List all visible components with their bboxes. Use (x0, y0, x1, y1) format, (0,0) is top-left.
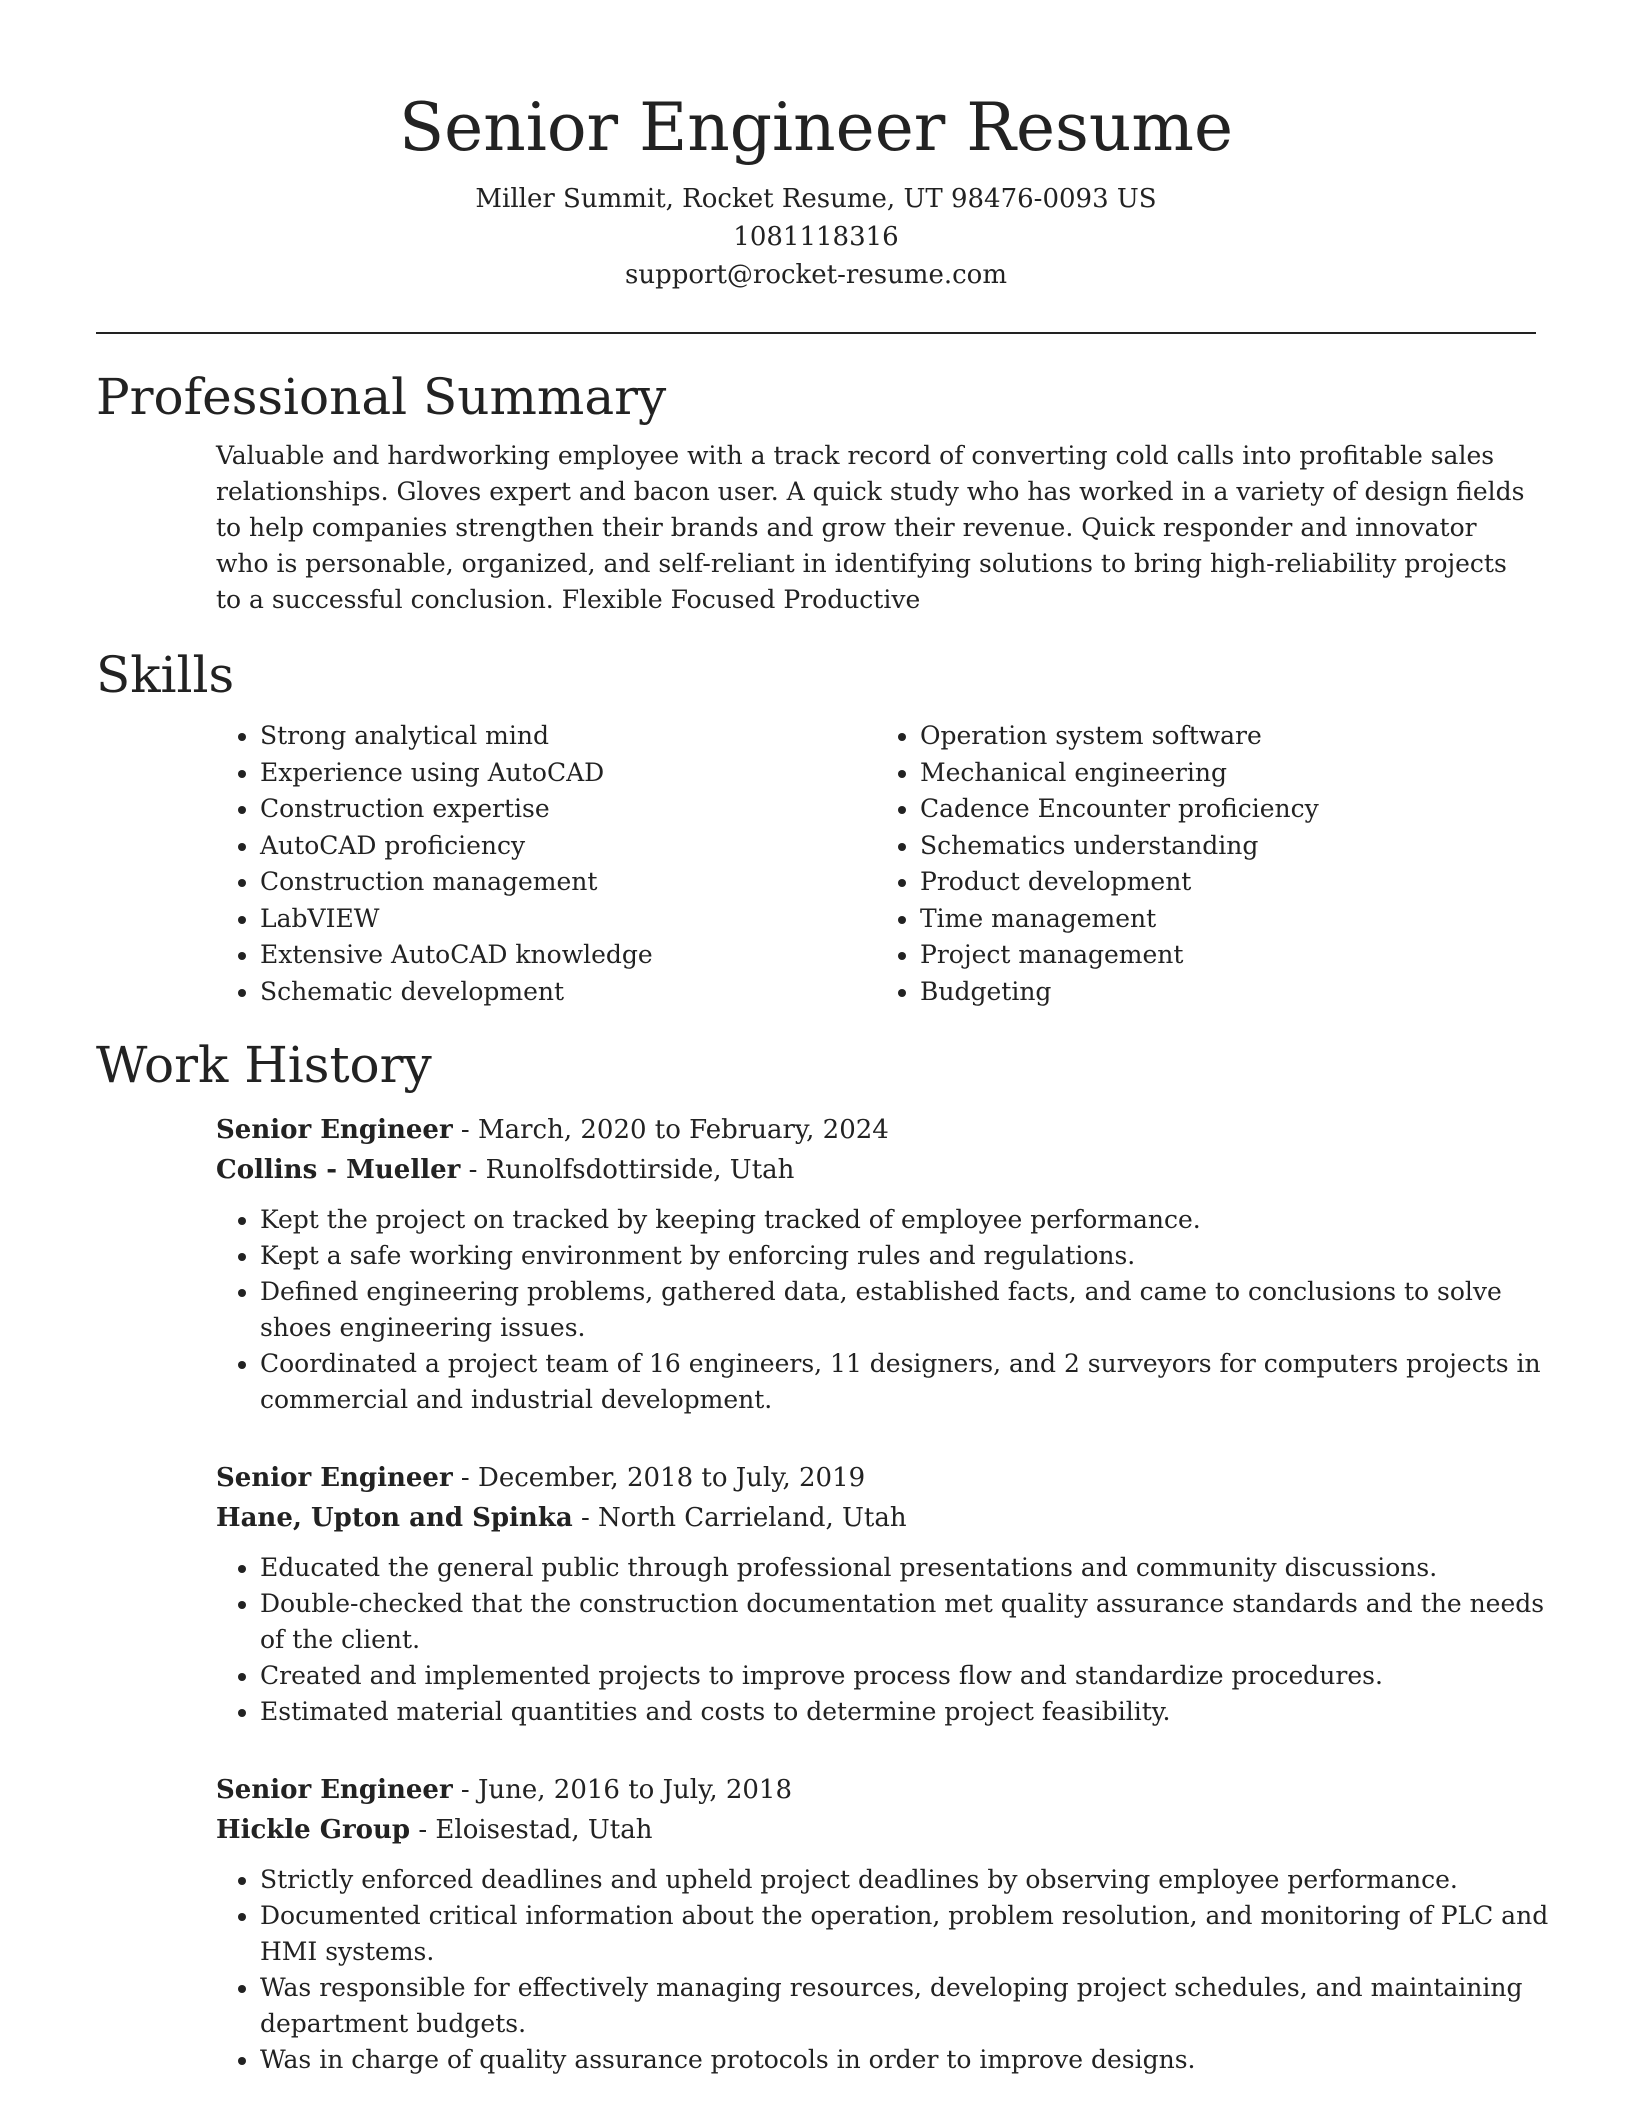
skills-column-left (216, 718, 876, 1010)
section-work-history (96, 1034, 1549, 2078)
job-company-line (216, 1150, 1536, 1190)
skill-item: • Budgeting (920, 974, 1536, 1011)
skill-item: • Mechanical engineering (920, 755, 1536, 792)
job-bullet: • Educated the general public through professional presentations and community discussions. (260, 1550, 1550, 1586)
job-bullet: • Was in charge of quality assurance protocols in order to improve designs. (260, 2042, 1550, 2078)
job-dates: - June, 2016 to July, 2018 (452, 1775, 793, 1805)
skill-item: • Construction expertise (260, 791, 876, 828)
resume-header (96, 0, 1536, 294)
job-bullet: • Kept the project on tracked by keeping tracked of employee performance. (260, 1202, 1550, 1238)
job-bullet: • Double-checked that the construction documentation met quality assurance standards and the needs of the client. (260, 1586, 1550, 1658)
contact-email: support@rocket-resume.com (624, 260, 1007, 290)
skill-item: • Cadence Encounter proficiency (920, 791, 1536, 828)
summary-heading: Professional Summary (96, 368, 667, 426)
job-company: Hickle Group (216, 1815, 411, 1845)
job-role: Senior Engineer (216, 1115, 453, 1145)
job-location: - North Carrieland, Utah (572, 1503, 907, 1533)
skill-item: • Product development (920, 864, 1536, 901)
job-bullet-list (216, 1550, 1550, 1730)
job-title-line (216, 1458, 1536, 1498)
skill-item: • Experience using AutoCAD (260, 755, 876, 792)
resume-title: Senior Engineer Resume (398, 89, 1234, 166)
skills-heading: Skills (96, 646, 235, 704)
skill-item: • Extensive AutoCAD knowledge (260, 937, 876, 974)
contact-phone: 1081118316 (733, 222, 899, 252)
job-entry (216, 1770, 1549, 2078)
skills-grid (216, 718, 1536, 1010)
job-company-line (216, 1810, 1536, 1850)
contact-address: Miller Summit, Rocket Resume, UT 98476-0093 US (475, 184, 1157, 214)
job-bullet: • Kept a safe working environment by enforcing rules and regulations. (260, 1238, 1550, 1274)
contact-block (96, 180, 1536, 294)
skill-item: • Schematics understanding (920, 828, 1536, 865)
job-bullet: • Strictly enforced deadlines and upheld project deadlines by observing employee performance. (260, 1862, 1550, 1898)
job-dates: - March, 2020 to February, 2024 (452, 1115, 889, 1145)
skill-item: • AutoCAD proficiency (260, 828, 876, 865)
job-title-line (216, 1110, 1536, 1150)
job-company-line (216, 1498, 1536, 1538)
section-summary (96, 366, 1536, 618)
skill-item: • Project management (920, 937, 1536, 974)
summary-text: Valuable and hardworking employee with a track record of converting cold calls into profitable sales relationships. Gloves expert and bacon user. A quick study who has worked in a variety of design fields to help companies strengthen their brands and grow their revenue. Quick responder and innovator who is personable, organized, and self-reliant in identifying solutions to bring high-reliability projects to a successful conclusion. Flexible Focused Productive (216, 441, 1525, 614)
job-bullet: • Coordinated a project team of 16 engineers, 11 designers, and 2 surveyors for computers projects in commercial and industrial development. (260, 1346, 1550, 1418)
job-entry (216, 1110, 1541, 1418)
skills-column-right (876, 718, 1536, 1010)
job-company: Collins - Mueller (216, 1155, 461, 1185)
job-location: - Runolfsdottirside, Utah (460, 1155, 795, 1185)
skill-item: • Construction management (260, 864, 876, 901)
job-role: Senior Engineer (216, 1775, 453, 1805)
section-skills (96, 644, 1536, 1010)
work-history-heading: Work History (96, 1036, 432, 1094)
skill-item: • Strong analytical mind (260, 718, 876, 755)
job-role: Senior Engineer (216, 1463, 453, 1493)
header-divider (96, 332, 1536, 334)
job-dates: - December, 2018 to July, 2019 (452, 1463, 866, 1493)
skill-item: • LabVIEW (260, 901, 876, 938)
job-bullet: • Estimated material quantities and costs to determine project feasibility. (260, 1694, 1550, 1730)
job-title-line (216, 1770, 1536, 1810)
skill-item: • Operation system software (920, 718, 1536, 755)
job-bullet: • Defined engineering problems, gathered data, established facts, and came to conclusions to solve shoes engineering issues. (260, 1274, 1550, 1346)
job-bullet-list (216, 1202, 1550, 1418)
job-bullet-list (216, 1862, 1550, 2078)
skill-item: • Time management (920, 901, 1536, 938)
job-bullet: • Documented critical information about the operation, problem resolution, and monitoring of PLC and HMI systems. (260, 1898, 1550, 1970)
skill-item: • Schematic development (260, 974, 876, 1011)
job-entry (216, 1458, 1545, 1730)
job-bullet: • Was responsible for effectively managing resources, developing project schedules, and maintaining department budgets. (260, 1970, 1550, 2042)
job-location: - Eloisestad, Utah (410, 1815, 653, 1845)
resume-page (96, 0, 1549, 2078)
job-company: Hane, Upton and Spinka (216, 1503, 573, 1533)
job-bullet: • Created and implemented projects to improve process flow and standardize procedures. (260, 1658, 1550, 1694)
